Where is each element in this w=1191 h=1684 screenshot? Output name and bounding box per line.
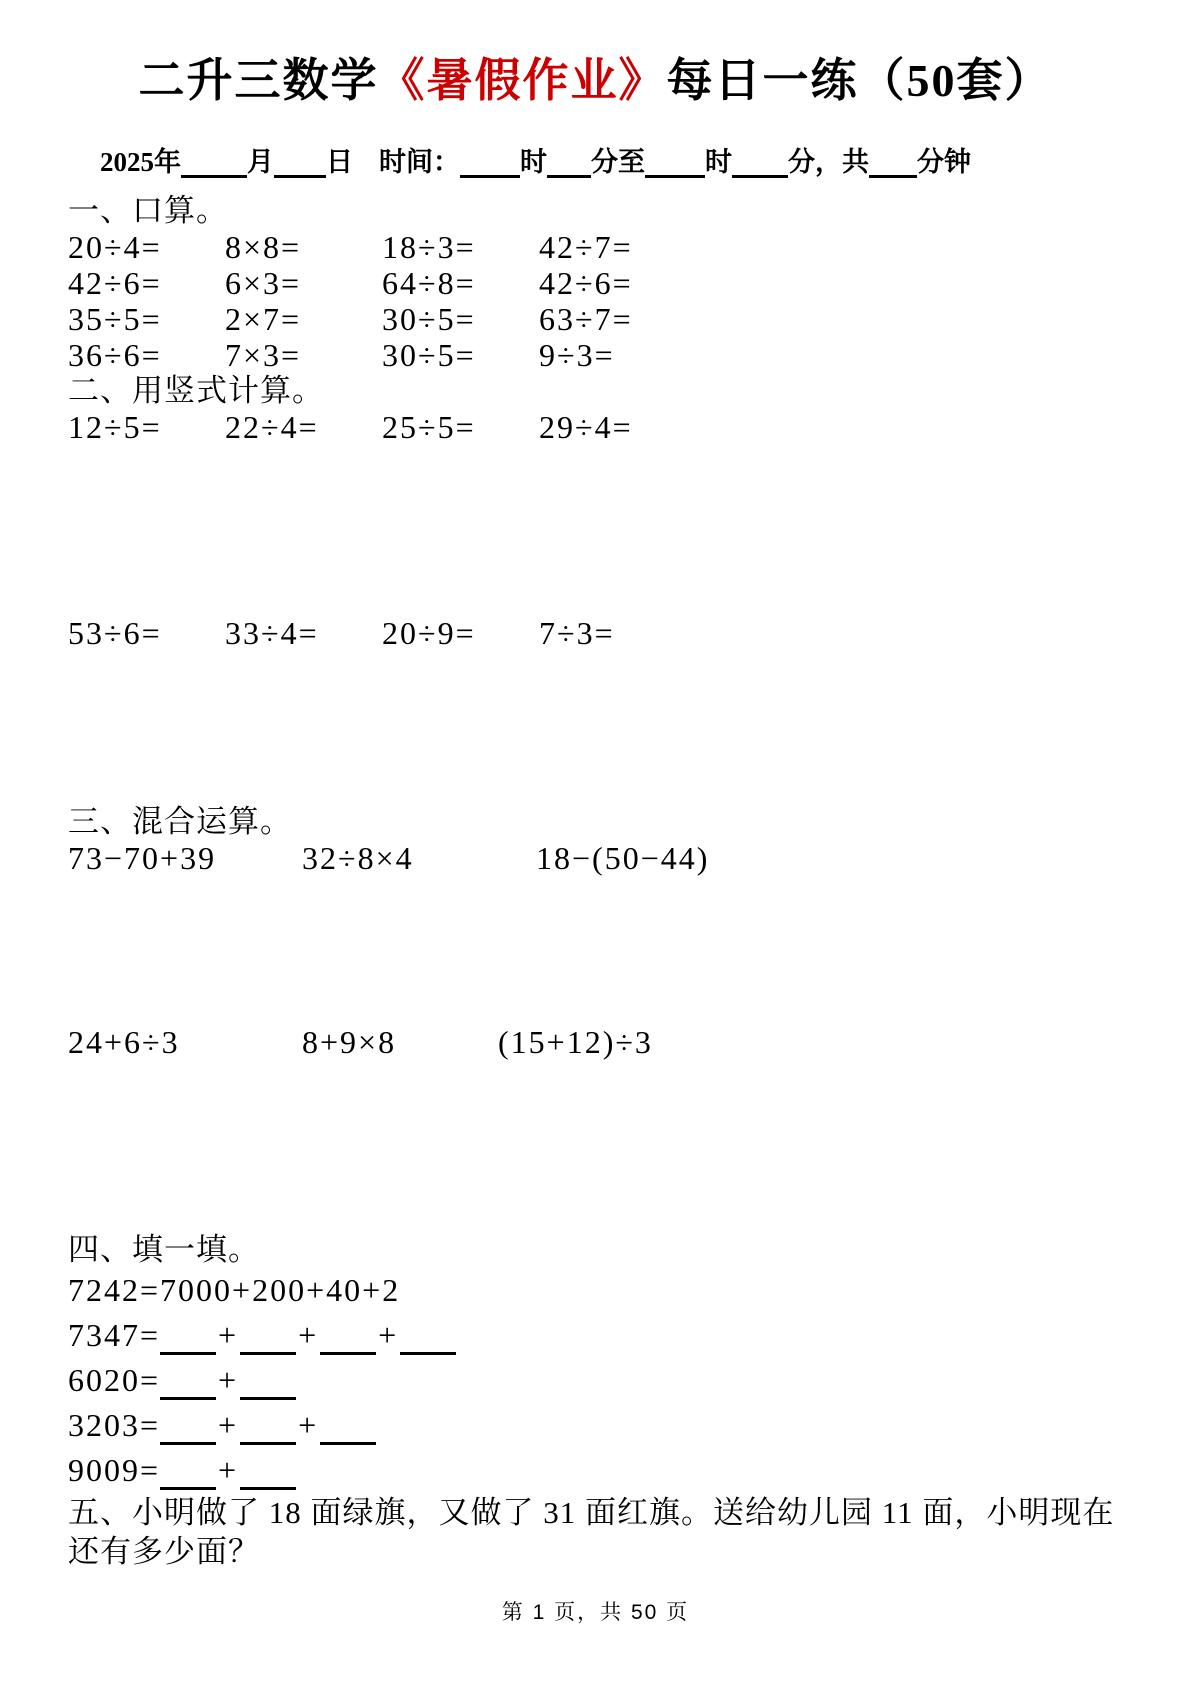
math-problem: 8×8=: [225, 229, 302, 265]
calculation-workspace: [68, 651, 1131, 804]
plus-sign: +: [218, 1317, 239, 1353]
math-problem: 18−(50−44): [536, 840, 710, 876]
answer-blank[interactable]: [400, 1352, 456, 1355]
vertical-calc-row-2: [68, 615, 748, 651]
plus-sign: +: [218, 1452, 239, 1488]
answer-blank[interactable]: [160, 1397, 216, 1400]
math-problem: 25÷5=: [382, 409, 476, 445]
math-problem: 53÷6=: [68, 615, 162, 651]
date-time-line: [100, 140, 1191, 179]
math-problem: 29÷4=: [539, 409, 633, 445]
title-text-right: 每日一练（50套）: [666, 55, 1053, 106]
answer-blank[interactable]: [320, 1352, 376, 1355]
math-problem: 7÷3=: [539, 615, 615, 651]
answer-blank[interactable]: [320, 1442, 376, 1445]
math-problem: 33÷4=: [225, 615, 319, 651]
answer-blank[interactable]: [240, 1397, 296, 1400]
math-problem: 63÷7=: [539, 301, 633, 337]
month-label: 月: [247, 147, 274, 177]
section-1-heading: 一、口算。: [68, 193, 228, 228]
section-4-heading: 四、填一填。: [68, 1232, 260, 1267]
calculation-workspace: [68, 876, 1131, 1024]
duration-blank[interactable]: [869, 175, 917, 178]
math-problem: 36÷6=: [68, 337, 162, 373]
page-footer: 第 1 页，共 50 页: [501, 1601, 690, 1624]
math-problem: 8+9×8: [302, 1024, 397, 1060]
answer-blank[interactable]: [160, 1442, 216, 1445]
answer-blank[interactable]: [240, 1442, 296, 1445]
answer-blank[interactable]: [160, 1487, 216, 1490]
fill-line-7347: [68, 1313, 1131, 1358]
math-problem: 32÷8×4: [302, 840, 414, 876]
answer-blank[interactable]: [160, 1352, 216, 1355]
start-minute-blank[interactable]: [547, 175, 591, 178]
end-hour-label: 时: [705, 147, 732, 177]
mixed-ops-row-1: [68, 840, 848, 876]
math-problem: 64÷8=: [382, 265, 476, 301]
math-problem: 9÷3=: [539, 337, 615, 373]
math-problem: 42÷7=: [539, 229, 633, 265]
plus-sign: +: [298, 1317, 319, 1353]
day-blank[interactable]: [274, 175, 326, 178]
math-problem: 20÷9=: [382, 615, 476, 651]
fill-label: 3203=: [68, 1407, 161, 1443]
fill-example: 7242=7000+200+40+2: [68, 1272, 401, 1308]
mixed-ops-row-2: [68, 1024, 848, 1060]
plus-sign: +: [378, 1317, 399, 1353]
plus-sign: +: [218, 1407, 239, 1443]
plus-sign: +: [298, 1407, 319, 1443]
math-problem: 18÷3=: [382, 229, 476, 265]
section-2-heading: 二、用竖式计算。: [68, 373, 324, 408]
answer-blank[interactable]: [240, 1352, 296, 1355]
math-problem: (15+12)÷3: [498, 1024, 653, 1060]
word-problem: 五、小明做了 18 面绿旗，又做了 31 面红旗。送给幼儿园 11 面，小明现在还有多少面？: [68, 1495, 1115, 1569]
month-blank[interactable]: [181, 175, 247, 178]
calculation-workspace: [68, 445, 1131, 615]
minute-total-label: 分，共: [788, 147, 869, 177]
section-3-heading: 三、混合运算。: [68, 804, 292, 839]
start-hour-blank[interactable]: [460, 175, 520, 178]
calculation-workspace: [68, 1060, 1131, 1232]
plus-sign: +: [218, 1362, 239, 1398]
math-problem: 24+6÷3: [68, 1024, 180, 1060]
fill-label: 9009=: [68, 1452, 161, 1488]
minute-to-label: 分至: [591, 147, 645, 177]
math-problem: 7×3=: [225, 337, 302, 373]
minutes-label: 分钟: [917, 147, 971, 177]
math-problem: 35÷5=: [68, 301, 162, 337]
math-problem: 22÷4=: [225, 409, 319, 445]
math-problem: 12÷5=: [68, 409, 162, 445]
math-problem: 42÷6=: [539, 265, 633, 301]
fill-line-9009: [68, 1448, 1131, 1493]
math-problem: 20÷4=: [68, 229, 162, 265]
title-text-left: 二升三数学: [138, 55, 379, 106]
title-highlight: 《暑假作业》: [378, 55, 667, 106]
day-label: 日: [326, 147, 353, 177]
math-problem: 73−70+39: [68, 840, 217, 876]
math-problem: 42÷6=: [68, 265, 162, 301]
page-title: [0, 0, 1191, 110]
fill-line-6020: [68, 1358, 1131, 1403]
start-hour-label: 时: [520, 147, 547, 177]
math-problem: 30÷5=: [382, 337, 476, 373]
year-label: 2025年: [100, 147, 181, 177]
math-problem: 30÷5=: [382, 301, 476, 337]
time-label: 时间：: [379, 147, 460, 177]
math-problem: 6×3=: [225, 265, 302, 301]
math-problem: 2×7=: [225, 301, 302, 337]
answer-blank[interactable]: [240, 1487, 296, 1490]
end-minute-blank[interactable]: [732, 175, 788, 178]
worksheet-body: [68, 193, 1131, 1571]
fill-label: 6020=: [68, 1362, 161, 1398]
end-hour-blank[interactable]: [645, 175, 705, 178]
fill-label: 7347=: [68, 1317, 161, 1353]
fill-line-3203: [68, 1403, 1131, 1448]
oral-calc-grid: [68, 229, 748, 373]
vertical-calc-row-1: [68, 409, 748, 445]
